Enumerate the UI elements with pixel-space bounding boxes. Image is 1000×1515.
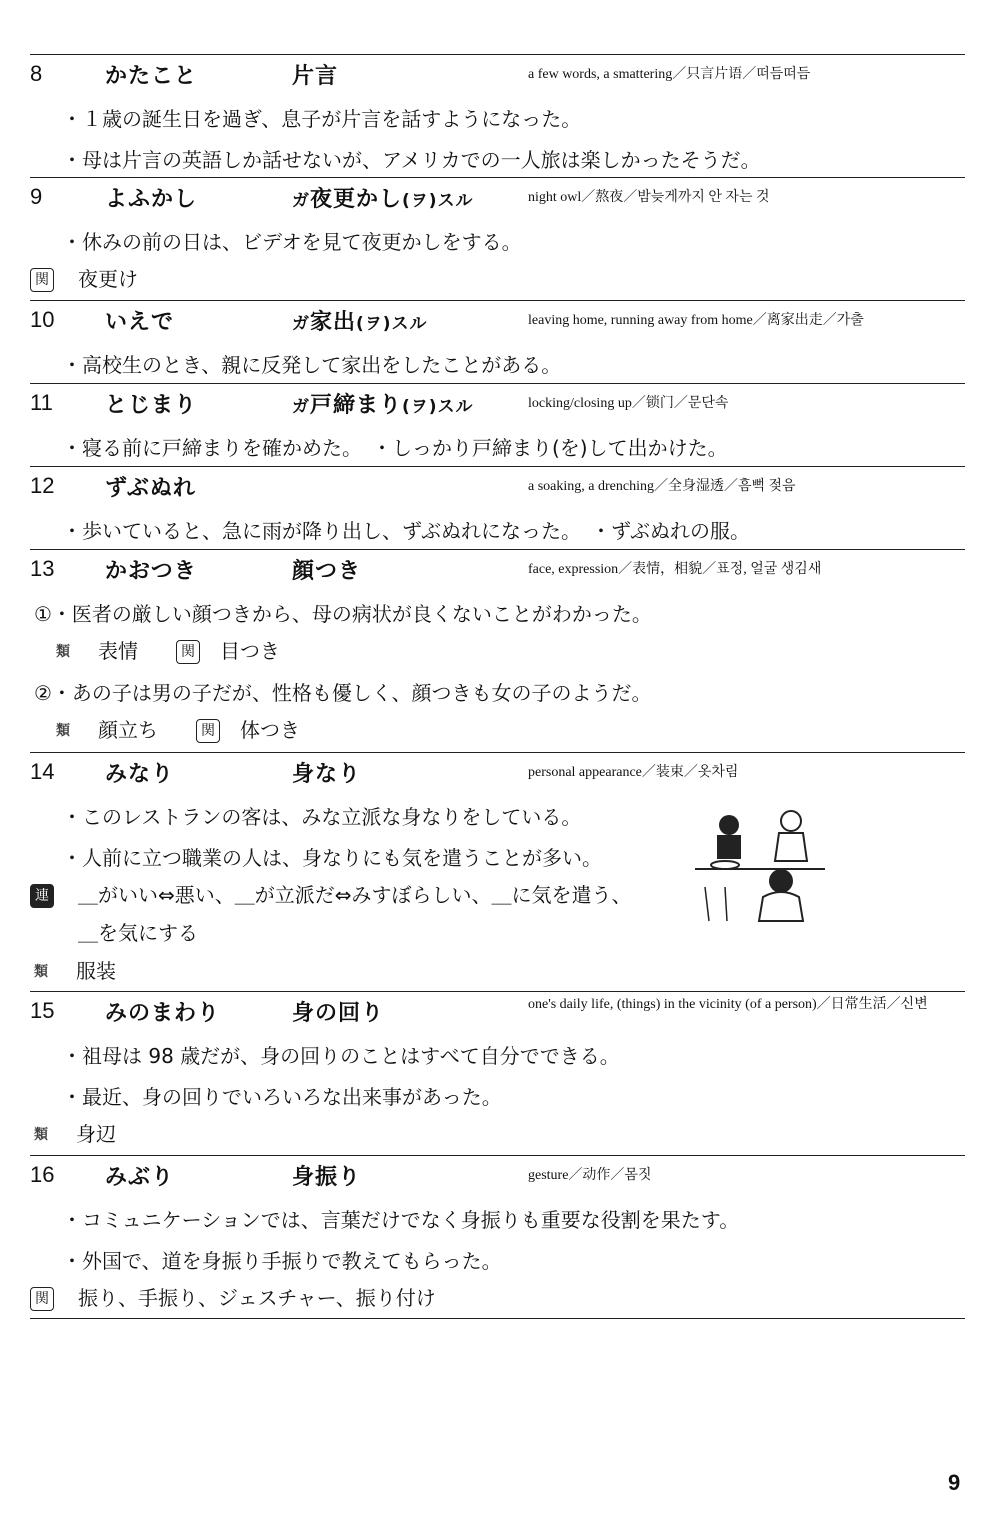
vocab-entry	[30, 300, 965, 383]
entry-word: 身の回り	[292, 1001, 385, 1026]
entry-word: ガ家出(ヲ)スル	[292, 310, 428, 335]
entry-gloss: one's daily life, (things) in the vicinity (of a person)／日常生活／신변	[528, 997, 928, 1012]
example-sentence: ・最近、身の回りでいろいろな出来事があった。	[62, 1085, 502, 1109]
example-sentence: ・歩いていると、急に雨が降り出し、ずぶぬれになった。 ・ずぶぬれの服。	[62, 519, 750, 543]
entry-gloss: leaving home, running away from home／离家出走／가출	[528, 313, 864, 328]
related-tag: 関	[30, 268, 54, 292]
entry-word: ガ夜更かし(ヲ)スル	[292, 187, 474, 212]
entry-gloss: night owl／熬夜／밤늦게까지 안 자는 것	[528, 190, 770, 205]
example-sentence: ②・あの子は男の子だが、性格も優しく、顔つきも女の子のようだ。	[34, 681, 652, 705]
collocation-text: ＿がいい⇔悪い、＿が立派だ⇔みすぼらしい、＿に気を遣う、	[78, 883, 632, 907]
entry-number: 15	[30, 998, 55, 1023]
related-text: 体つき	[240, 718, 300, 742]
vocab-entry	[30, 383, 965, 466]
synonym-tag: 類	[34, 964, 48, 980]
example-sentence: ・母は片言の英語しか話せないが、アメリカでの一人旅は楽しかったそうだ。	[62, 148, 761, 172]
entry-reading: とじまり	[105, 393, 198, 418]
entry-word: 身なり	[292, 762, 362, 787]
related-tag: 関	[30, 1287, 54, 1311]
related-words	[30, 631, 965, 669]
vocab-entry	[30, 752, 965, 991]
related-tag: 関	[196, 719, 220, 743]
related-text: 表情	[98, 639, 138, 663]
example-sentence: ・１歳の誕生日を過ぎ、息子が片言を話すようになった。	[62, 107, 582, 131]
entry-reading: かおつき	[105, 559, 197, 584]
related-words	[30, 1278, 965, 1316]
vocabulary-list	[30, 54, 965, 1319]
example-sentence: ・祖母は 98 歳だが、身の回りのことはすべて自分でできる。	[62, 1044, 620, 1068]
example-sentence: ・外国で、道を身振り手振りで教えてもらった。	[62, 1249, 502, 1273]
entry-reading: いえで	[105, 310, 175, 335]
entry-gloss: a few words, a smattering／只言片语／떠듬떠듬	[528, 67, 811, 82]
entry-reading: よふかし	[105, 187, 198, 212]
entry-number: 9	[30, 184, 43, 209]
entry-number: 11	[30, 390, 53, 415]
synonym-text: 身辺	[76, 1122, 116, 1146]
related-text: 顔立ち	[98, 718, 158, 742]
entry-word: 片言	[292, 64, 339, 89]
entry-number: 13	[30, 556, 55, 581]
example-sentence: ・このレストランの客は、みな立派な身なりをしている。	[62, 805, 582, 829]
example-sentence: ・休みの前の日は、ビデオを見て夜更かしをする。	[62, 230, 522, 254]
vocab-entry	[30, 54, 965, 177]
entry-number: 14	[30, 759, 55, 784]
vocab-entry	[30, 177, 965, 300]
entry-number: 12	[30, 473, 55, 498]
vocab-entry	[30, 549, 965, 752]
entry-reading: みなり	[105, 762, 175, 787]
entry-gloss: locking/closing up／锁门／문단속	[528, 396, 729, 411]
related-text: 振り、手振り、ジェスチャー、振り付け	[78, 1286, 436, 1310]
entry-gloss: gesture／动作／몸짓	[528, 1168, 652, 1183]
related-text: 目つき	[220, 639, 280, 663]
restaurant-customers-illustration	[695, 803, 825, 923]
entry-reading: みぶり	[105, 1165, 175, 1190]
vocab-entry	[30, 991, 965, 1155]
synonyms	[30, 1114, 965, 1152]
related-tag: 関	[176, 640, 200, 664]
vocab-entry	[30, 466, 965, 549]
entry-reading: かたこと	[105, 64, 198, 89]
entry-gloss: a soaking, a drenching／全身湿透／흠뻑 젖음	[528, 479, 796, 494]
entry-reading: ずぶぬれ	[105, 476, 196, 501]
example-sentence: ①・医者の厳しい顔つきから、母の病状が良くないことがわかった。	[34, 602, 652, 626]
collocation-tag: 連	[30, 884, 54, 908]
synonyms	[30, 951, 965, 989]
entry-gloss: personal appearance／装束／옷차림	[528, 765, 739, 780]
example-sentence: ・高校生のとき、親に反発して家出をしたことがある。	[62, 353, 562, 377]
example-sentence: ・人前に立つ職業の人は、身なりにも気を遣うことが多い。	[62, 846, 602, 870]
entry-word: 顔つき	[292, 559, 362, 584]
page-number: 9	[948, 1470, 961, 1495]
related-words	[30, 710, 965, 748]
entry-gloss: face, expression／表情，相貌／표정, 얼굴 생김새	[528, 562, 822, 577]
entry-number: 10	[30, 307, 55, 332]
synonym-tag: 類	[34, 1127, 48, 1143]
vocab-entry	[30, 1155, 965, 1319]
entry-number: 8	[30, 61, 43, 86]
related-tag: 類	[56, 723, 70, 739]
example-sentence: ・コミュニケーションでは、言葉だけでなく身振りも重要な役割を果たす。	[62, 1208, 740, 1232]
example-sentence: ・寝る前に戸締まりを確かめた。 ・しっかり戸締まり(を)して出かけた。	[62, 436, 728, 460]
collocations: ＿を気にする	[78, 921, 198, 945]
synonym-text: 服装	[76, 959, 116, 983]
entry-reading: みのまわり	[105, 1001, 221, 1026]
entry-number: 16	[30, 1162, 55, 1187]
related-text: 夜更け	[78, 267, 138, 291]
related-words	[30, 259, 965, 297]
entry-word: ガ戸締まり(ヲ)スル	[292, 393, 474, 418]
entry-word: 身振り	[292, 1165, 362, 1190]
related-tag: 類	[56, 644, 70, 660]
